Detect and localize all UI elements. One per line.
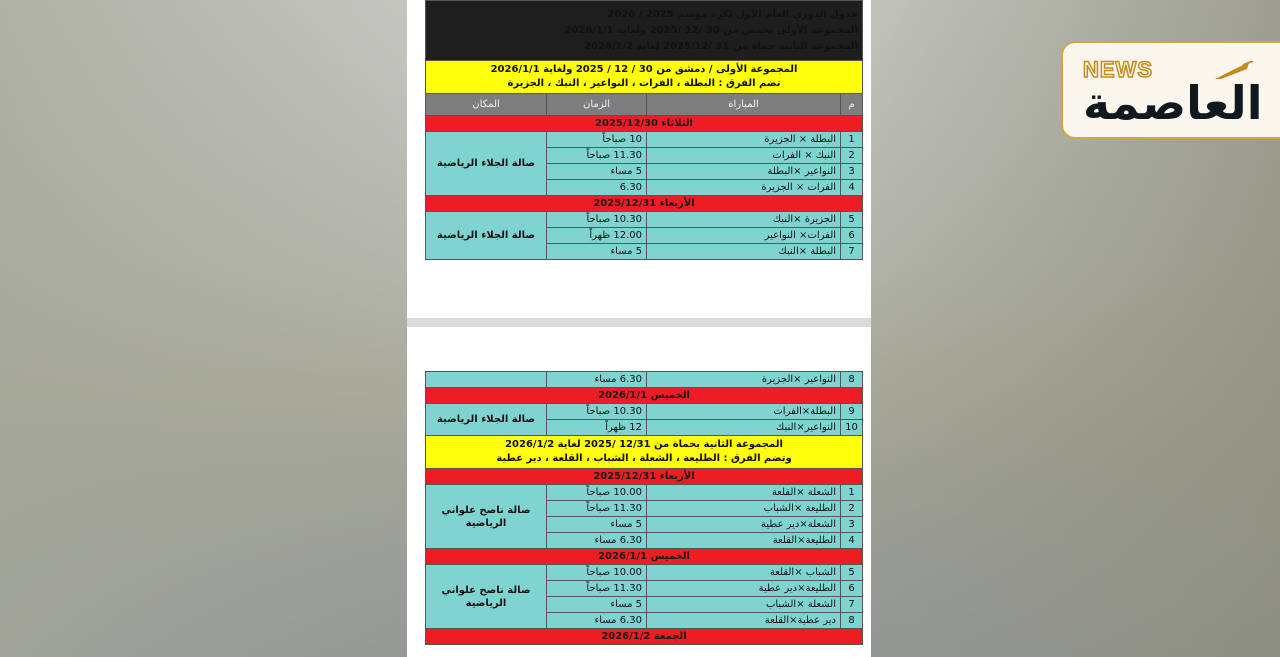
match-time: 6.30 bbox=[547, 180, 647, 196]
title-line: المجموعة الثانية حماة من 31 /2025/12 لغاية 2026/1/2 bbox=[584, 40, 859, 52]
day-label: الأربعاء 2025/12/31 bbox=[426, 196, 863, 212]
match-time: 5 مساء bbox=[547, 517, 647, 533]
table-row bbox=[426, 404, 863, 420]
match-number: 5 bbox=[841, 212, 863, 228]
match-teams: النواعير ×البطلة bbox=[647, 164, 841, 180]
match-number: 2 bbox=[841, 501, 863, 517]
match-time: 11.30 صباحاً bbox=[547, 581, 647, 597]
league-title-box bbox=[426, 1, 863, 61]
match-time: 6.30 مساء bbox=[547, 533, 647, 549]
news-logo bbox=[1061, 41, 1280, 139]
day-label: الجمعة 2026/1/2 bbox=[426, 629, 863, 645]
match-teams: الجزيرة ×النبك bbox=[647, 212, 841, 228]
table-header bbox=[426, 94, 863, 116]
match-time: 10 صباحاً bbox=[547, 132, 647, 148]
day-row bbox=[426, 629, 863, 645]
match-venue: صالة الجلاء الرياضية bbox=[426, 132, 547, 196]
match-teams: الشباب ×القلعة bbox=[647, 565, 841, 581]
title-line: المجموعة الأولى بحمص من 30 /12 /2025 ولغاية 2026/1/1 bbox=[564, 24, 859, 36]
logo-news-text: NEWS bbox=[1083, 57, 1153, 82]
table-row bbox=[426, 372, 863, 388]
match-teams: البطلة×الفرات bbox=[647, 404, 841, 420]
match-time: 10.00 صباحاً bbox=[547, 485, 647, 501]
match-teams: الشعلة ×الشباب bbox=[647, 597, 841, 613]
blurred-background-left bbox=[0, 0, 407, 657]
match-teams: النبك × الفرات bbox=[647, 148, 841, 164]
day-row bbox=[426, 388, 863, 404]
match-number: 4 bbox=[841, 533, 863, 549]
header-match: المباراة bbox=[647, 94, 841, 116]
schedule-page-1 bbox=[407, 0, 871, 318]
header-venue: المكان bbox=[426, 94, 547, 116]
match-time: 5 مساء bbox=[547, 244, 647, 260]
match-time: 11.30 صباحاً bbox=[547, 501, 647, 517]
match-teams: البطلة ×النبك bbox=[647, 244, 841, 260]
day-row bbox=[426, 549, 863, 565]
match-number: 7 bbox=[841, 597, 863, 613]
group-line: تضم الفرق : البطلة ، الفرات ، النواعير ، النبك ، الجزيرة bbox=[507, 78, 781, 89]
day-label: الخميس 2026/1/1 bbox=[426, 388, 863, 404]
match-teams: النواعير ×الجزيرة bbox=[647, 372, 841, 388]
day-row bbox=[426, 196, 863, 212]
match-venue: صالة الجلاء الرياضية bbox=[426, 404, 547, 436]
match-teams: الطليعة×دير عطية bbox=[647, 581, 841, 597]
group-line: المجموعة الثانية بحماة من 12/31 /2025 لغاية 2026/1/2 bbox=[505, 439, 783, 450]
match-number: 6 bbox=[841, 228, 863, 244]
day-row bbox=[426, 469, 863, 485]
header-time: الزمان bbox=[547, 94, 647, 116]
match-teams: الفرات × الجزيرة bbox=[647, 180, 841, 196]
match-teams: الفرات× النواعير bbox=[647, 228, 841, 244]
match-teams: النواعير×النبك bbox=[647, 420, 841, 436]
match-time: 12.00 ظهراً bbox=[547, 228, 647, 244]
match-time: 6.30 مساء bbox=[547, 372, 647, 388]
match-number: 3 bbox=[841, 517, 863, 533]
match-venue: صالة ناصح علواني الرياضية bbox=[426, 565, 547, 629]
day-label: الأربعاء 2025/12/31 bbox=[426, 469, 863, 485]
match-teams: الشعلة ×القلعة bbox=[647, 485, 841, 501]
schedule-table-2 bbox=[425, 371, 863, 645]
group-line: المجموعة الأولى / دمشق من 30 / 12 / 2025 ولغاية 2026/1/1 bbox=[490, 64, 798, 75]
match-teams: الطليعة×القلعة bbox=[647, 533, 841, 549]
match-venue: صالة ناصح علواني الرياضية bbox=[426, 485, 547, 549]
match-number: 6 bbox=[841, 581, 863, 597]
match-time: 5 مساء bbox=[547, 164, 647, 180]
table-row bbox=[426, 132, 863, 148]
header-num: م bbox=[841, 94, 863, 116]
group-two-box bbox=[426, 436, 863, 469]
match-time: 10.00 صباحاً bbox=[547, 565, 647, 581]
match-teams: الشعلة×دير عطية bbox=[647, 517, 841, 533]
day-label: الخميس 2026/1/1 bbox=[426, 549, 863, 565]
schedule-page-2 bbox=[407, 327, 871, 657]
match-number: 10 bbox=[841, 420, 863, 436]
match-number: 1 bbox=[841, 132, 863, 148]
match-time: 10.30 صباحاً bbox=[547, 212, 647, 228]
match-number: 2 bbox=[841, 148, 863, 164]
match-teams: البطلة × الجزيرة bbox=[647, 132, 841, 148]
match-number: 8 bbox=[841, 613, 863, 629]
match-number: 9 bbox=[841, 404, 863, 420]
table-row bbox=[426, 485, 863, 501]
match-time: 5 مساء bbox=[547, 597, 647, 613]
match-number: 4 bbox=[841, 180, 863, 196]
page-gap bbox=[407, 318, 871, 327]
table-row bbox=[426, 565, 863, 581]
match-venue: صالة الجلاء الرياضية bbox=[426, 212, 547, 260]
schedule-table-1 bbox=[425, 0, 863, 260]
match-teams: دير عطية×القلعة bbox=[647, 613, 841, 629]
day-label: الثلاثاء 2025/12/30 bbox=[426, 116, 863, 132]
match-number: 1 bbox=[841, 485, 863, 501]
match-time: 11.30 صباحاً bbox=[547, 148, 647, 164]
logo-arabic-text: العاصمة bbox=[1083, 76, 1263, 130]
group-one-box bbox=[426, 61, 863, 94]
match-time: 10.30 صباحاً bbox=[547, 404, 647, 420]
match-number: 5 bbox=[841, 565, 863, 581]
match-number: 8 bbox=[841, 372, 863, 388]
match-time: 6.30 مساء bbox=[547, 613, 647, 629]
group-line: وتضم الفرق : الطليعة ، الشعلة ، الشباب ، القلعة ، دير عطية bbox=[496, 453, 792, 464]
match-number: 3 bbox=[841, 164, 863, 180]
match-number: 7 bbox=[841, 244, 863, 260]
venue-cell-continued bbox=[426, 372, 547, 388]
table-row bbox=[426, 212, 863, 228]
match-time: 12 ظهراً bbox=[547, 420, 647, 436]
match-teams: الطليعة ×الشباب bbox=[647, 501, 841, 517]
title-line: جدول الدوري العام الأول لكرة موسم 2025 / 2026 bbox=[607, 8, 859, 20]
day-row bbox=[426, 116, 863, 132]
